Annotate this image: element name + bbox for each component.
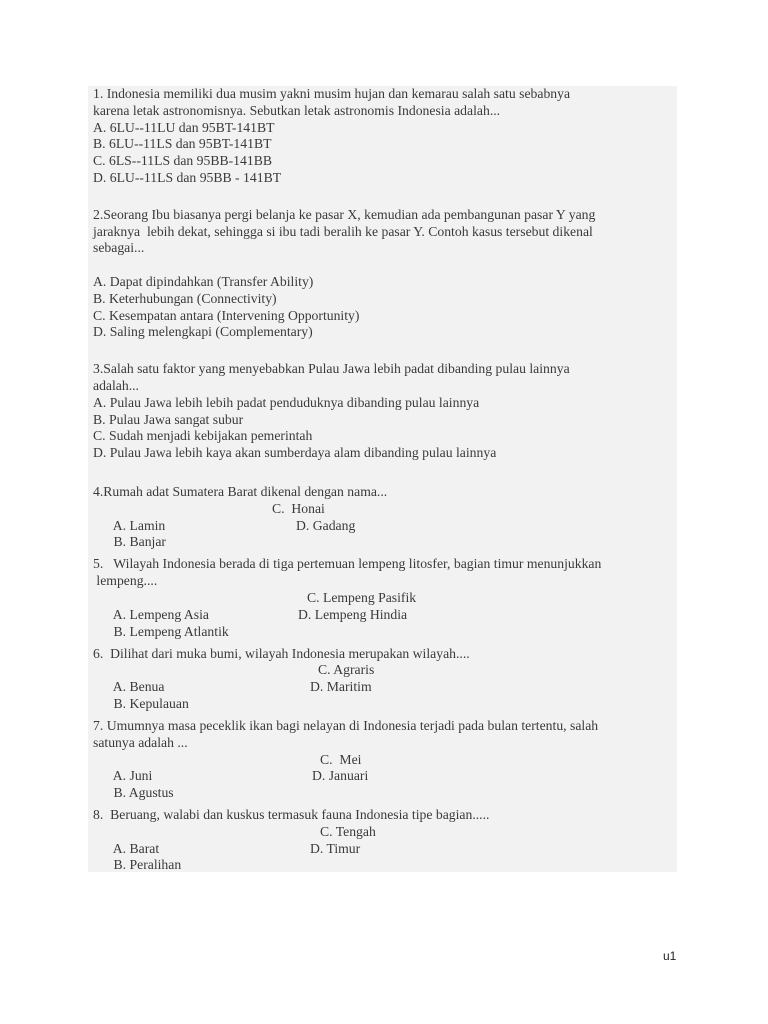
question-6-stem-line-1: 6. Dilihat dari muka bumi, wilayah Indonesia merupakan wilayah.... (93, 645, 470, 661)
question-1-stem-line-1: 1. Indonesia memiliki dua musim yakni musim hujan dan kemarau salah satu sebabnya (93, 86, 571, 101)
page-number: u1 (663, 949, 677, 963)
question-1-stem-line-2: karena letak astronomisnya. Sebutkan letak astronomis Indonesia adalah... (93, 102, 501, 118)
question-1-option-b: B. 6LU--11LS dan 95BT-141BT (93, 136, 272, 152)
question-2-option-b: B. Keterhubungan (Connectivity) (93, 290, 277, 306)
question-1-option-c: C. 6LS--11LS dan 95BB-141BB (93, 153, 272, 169)
question-8-option-b: B. Peralihan (113, 857, 182, 873)
question-7-stem-line-1: 7. Umumnya masa peceklik ikan bagi nelayan di Indonesia terjadi pada bulan tertentu, salah (93, 717, 599, 733)
question-3 (93, 361, 677, 462)
question-5 (93, 556, 677, 639)
question-5-stem-line-1: 5. Wilayah Indonesia berada di tiga pertemuan lempeng litosfer, bagian timur menunjukkan (93, 556, 602, 572)
question-1 (93, 86, 677, 187)
question-2-stem-line-3: sebagai... (93, 240, 145, 256)
question-6 (93, 645, 677, 711)
question-5-option-c: C. Lempeng Pasifik (307, 589, 417, 605)
question-4-option-d: D. Gadang (296, 517, 356, 533)
question-2-option-d: D. Saling melengkapi (Complementary) (93, 324, 313, 340)
question-3-stem-line-1: 3.Salah satu faktor yang menyebabkan Pulau Jawa lebih padat dibanding pulau lainnya (93, 361, 570, 377)
blank-line (93, 257, 677, 274)
question-6-option-a: A. Benua (112, 679, 165, 695)
question-7-option-b: B. Agustus (113, 785, 174, 801)
question-6-options-row-2 (93, 679, 677, 711)
question-3-option-d: D. Pulau Jawa lebih kaya akan sumberdaya alam dibanding pulau lainnya (93, 445, 497, 461)
question-5-option-d: D. Lempeng Hindia (298, 606, 408, 622)
question-3-stem-line-2: adalah... (93, 377, 139, 393)
question-7-option-c: C. Mei (320, 751, 362, 767)
question-5-stem-line-2: lempeng.... (93, 573, 158, 589)
question-4-option-b: B. Banjar (113, 534, 166, 550)
question-8 (93, 807, 677, 873)
question-2-stem-line-2: jaraknya lebih dekat, sehingga si ibu tadi beralih ke pasar Y. Contoh kasus tersebut dikenal (93, 223, 593, 239)
question-4-options-row-2 (93, 517, 677, 550)
question-4-stem-line-1: 4.Rumah adat Sumatera Barat dikenal dengan nama... (93, 483, 388, 499)
document-page (88, 86, 677, 872)
question-7 (93, 717, 677, 801)
question-8-option-c: C. Tengah (320, 823, 376, 839)
question-4-option-a: A. Lamin (112, 517, 166, 533)
question-2-stem-line-1: 2.Seorang Ibu biasanya pergi belanja ke pasar X, kemudian ada pembangunan pasar Y yang (93, 206, 596, 222)
question-5-option-b: B. Lempeng Atlantik (113, 623, 229, 639)
question-1-option-a: A. 6LU--11LU dan 95BT-141BT (93, 119, 275, 135)
question-3-option-a: A. Pulau Jawa lebih lebih padat penduduknya dibanding pulau lainnya (93, 394, 480, 410)
question-3-option-c: C. Sudah menjadi kebijakan pemerintah (93, 428, 313, 444)
question-6-option-b: B. Kepulauan (113, 695, 189, 711)
question-7-option-a: A. Juni (112, 768, 153, 784)
question-5-option-a: A. Lempeng Asia (112, 606, 209, 622)
question-2 (93, 207, 677, 341)
question-2-option-c: C. Kesempatan antara (Intervening Opportunity) (93, 307, 360, 323)
question-5-options-row-2 (93, 606, 677, 639)
question-4-option-c: C. Honai (272, 500, 325, 516)
question-8-option-d: D. Timur (310, 840, 361, 856)
question-7-option-d: D. Januari (312, 768, 369, 784)
question-6-option-d: D. Maritim (310, 679, 372, 695)
question-7-stem-line-2: satunya adalah ... (93, 734, 188, 750)
question-8-stem-line-1: 8. Beruang, walabi dan kuskus termasuk fauna Indonesia tipe bagian..... (93, 807, 490, 823)
question-4 (93, 483, 677, 550)
question-7-options-row-2 (93, 768, 677, 801)
question-6-option-c: C. Agraris (318, 662, 375, 678)
question-1-option-d: D. 6LU--11LS dan 95BB - 141BT (93, 169, 282, 185)
question-2-option-a: A. Dapat dipindahkan (Transfer Ability) (93, 273, 314, 289)
question-8-options-row-2 (93, 840, 677, 873)
question-3-option-b: B. Pulau Jawa sangat subur (93, 411, 244, 427)
question-8-option-a: A. Barat (112, 840, 160, 856)
